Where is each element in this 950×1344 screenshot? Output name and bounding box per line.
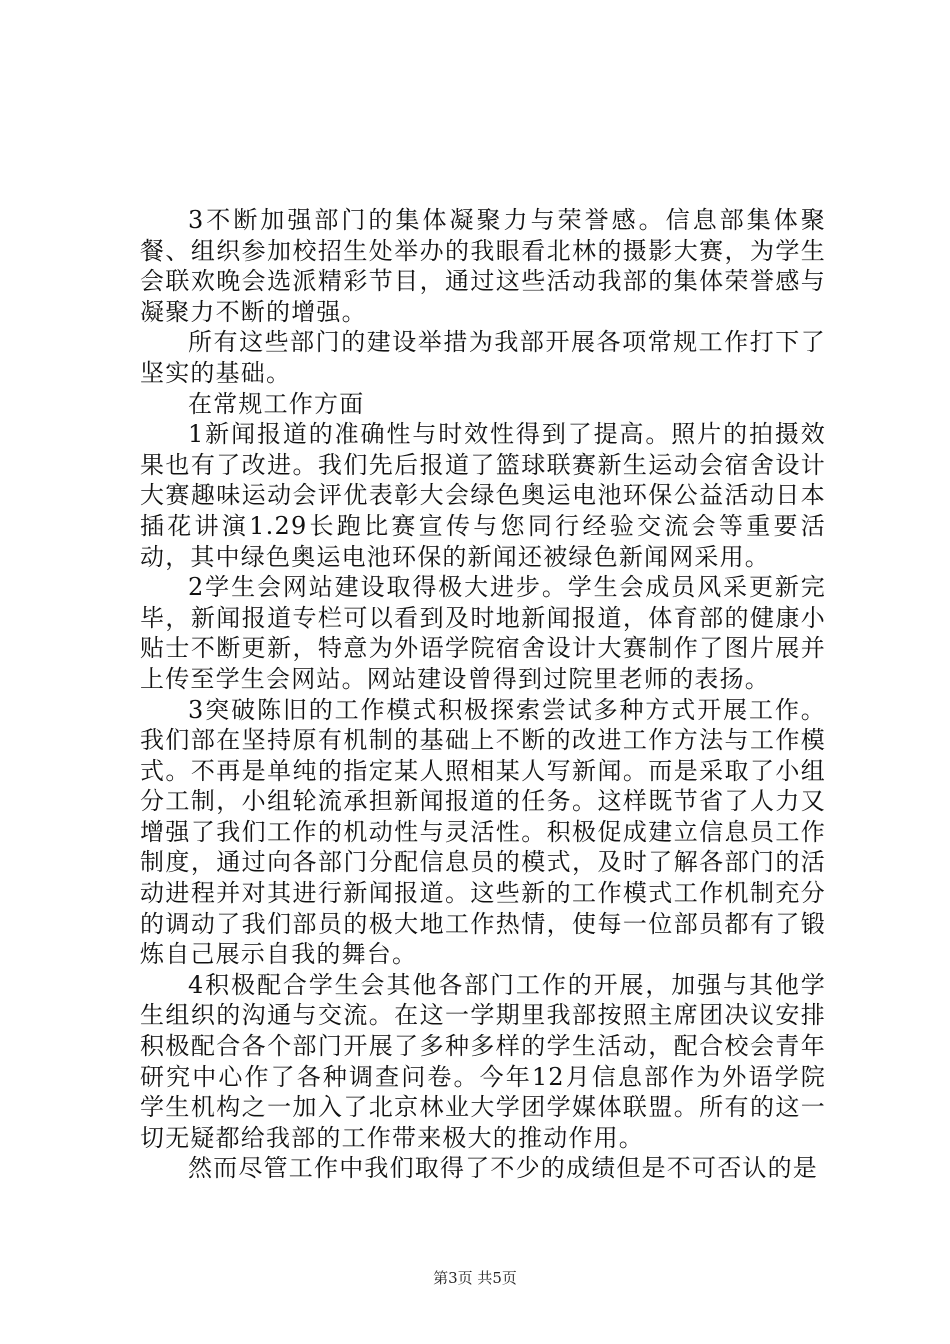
paragraph-routine-heading: 在常规工作方面 [188,389,365,418]
paragraph-collective-honor: 3不断加强部门的集体凝聚力与荣誉感。信息部集体聚餐、组织参加校招生处举办的我眼看北林的摄影大赛，为学生会联欢晚会选派精彩节目，通过这些活动我部的集体荣誉感与凝聚力不断的增强。 [140,206,826,326]
paragraph-however: 然而尽管工作中我们取得了不少的成绩但是不可否认的是 [188,1154,818,1183]
paragraph-website: 2学生会网站建设取得极大进步。学生会成员风采更新完毕，新闻报道专栏可以看到及时地新闻报道，体育部的健康小贴士不断更新，特意为外语学院宿舍设计大赛制作了图片展并上传至学生会网站。网站建设曾得到过院里老师的表扬。 [140,573,826,693]
paragraph-news-reporting: 1新闻报道的准确性与时效性得到了提高。照片的拍摄效果也有了改进。我们先后报道了篮球联赛新生运动会宿舍设计大赛趣味运动会评优表彰大会绿色奥运电池环保公益活动日本插花讲演1.29长跑比赛宣传与您同行经验交流会等重要活动，其中绿色奥运电池环保的新闻还被绿色新闻网采用。 [140,420,826,571]
page-footer [0,1268,950,1288]
paragraph-work-mode: 3突破陈旧的工作模式积极探索尝试多种方式开展工作。我们部在坚持原有机制的基础上不断的改进工作方法与工作模式。不再是单纯的指定某人照相某人写新闻。而是采取了小组分工制，小组轮流承担新闻报道的任务。这样既节省了人力又增强了我们工作的机动性与灵活性。积极促成建立信息员工作制度，通过向各部门分配信息员的模式，及时了解各部门的活动进程并对其进行新闻报道。这些新的工作模式工作机制充分的调动了我们部员的极大地工作热情，使每一位部员都有了锻炼自己展示自我的舞台。 [140,695,826,969]
paragraph-foundation: 所有这些部门的建设举措为我部开展各项常规工作打下了坚实的基础。 [140,328,826,387]
document-body [140,205,826,1184]
page-number-label: 第3页 共5页 [433,1269,517,1287]
paragraph-cooperation: 4积极配合学生会其他各部门工作的开展，加强与其他学生组织的沟通与交流。在这一学期里我部按照主席团决议安排积极配合各个部门开展了多种多样的学生活动，配合校会青年研究中心作了各种调查问卷。今年12月信息部作为外语学院学生机构之一加入了北京林业大学团学媒体联盟。所有的这一切无疑都给我部的工作带来极大的推动作用。 [140,970,826,1152]
